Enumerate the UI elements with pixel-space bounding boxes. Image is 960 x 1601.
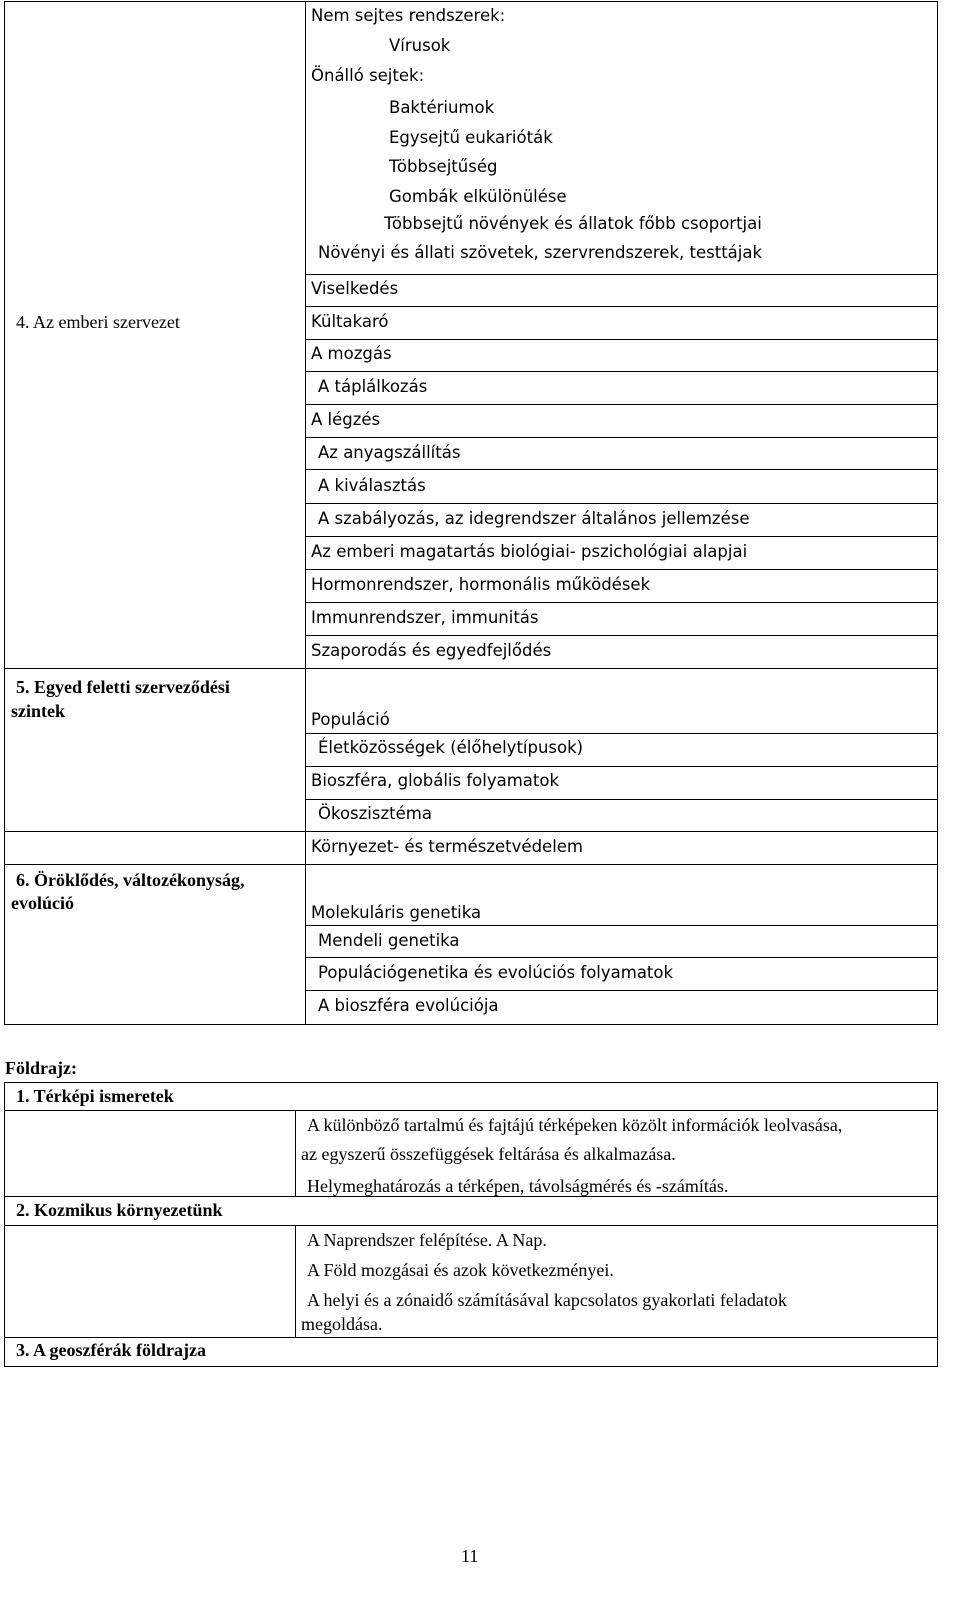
row-divider [305, 469, 938, 470]
topic-item: Az emberi magatartás biológiai- pszichológiai alapjai [311, 542, 748, 561]
row-divider [305, 766, 938, 767]
section-divider [4, 831, 938, 832]
topic-item: A Föld mozgásai és azok következményei. [307, 1260, 614, 1280]
table-column-divider [295, 1225, 296, 1337]
row-divider [305, 503, 938, 504]
row-divider [305, 990, 938, 991]
table-border-bottom [4, 1024, 938, 1025]
topic-item: A mozgás [311, 344, 392, 363]
row-divider [305, 799, 938, 800]
row-divider [305, 635, 938, 636]
table-column-divider [305, 1, 306, 1025]
topic-item: Molekuláris genetika [311, 903, 482, 922]
section-title: 1. Térképi ismeretek [16, 1086, 174, 1106]
topic-item: Populáció [311, 710, 390, 729]
row-divider [305, 957, 938, 958]
section-title: 5. Egyed feletti szerveződési [16, 677, 230, 697]
topic-item: Többsejtű növények és állatok főbb csoportjai [384, 214, 762, 233]
row-divider [305, 437, 938, 438]
section-divider [4, 864, 938, 865]
table-column-divider [295, 1110, 296, 1196]
topic-item: Kültakaró [311, 312, 389, 331]
topic-item: Bioszféra, globális folyamatok [311, 771, 560, 790]
topic-item: Vírusok [389, 36, 451, 55]
section-title: 2. Kozmikus környezetünk [16, 1200, 223, 1220]
section-title-continued: evolúció [11, 893, 74, 913]
geography-heading: Földrajz: [5, 1058, 77, 1078]
topic-item: Immunrendszer, immunitás [311, 608, 539, 627]
table-border-left [4, 1, 5, 1025]
section-divider [4, 668, 938, 669]
page-number: 11 [461, 1546, 479, 1566]
section-title: 4. Az emberi szervezet [16, 312, 180, 332]
topic-item: Mendeli genetika [318, 931, 460, 950]
row-divider [4, 1225, 938, 1226]
topic-item: Többsejtűség [389, 157, 498, 176]
row-divider [305, 274, 938, 275]
topic-item: Ökoszisztéma [318, 804, 432, 823]
row-divider [305, 569, 938, 570]
section-title: 6. Öröklődés, változékonyság, [16, 870, 245, 890]
topic-item: Az anyagszállítás [318, 443, 461, 462]
topic-item: Gombák elkülönülése [389, 187, 567, 206]
topic-item: Baktériumok [389, 98, 495, 117]
topic-item: Növényi és állati szövetek, szervrendszerek, testtájak [318, 243, 763, 262]
topic-item: Szaporodás és egyedfejlődés [311, 641, 552, 660]
topic-item: Helymeghatározás a térképen, távolságmérés és -számítás. [307, 1176, 729, 1196]
topic-item: Környezet- és természetvédelem [311, 837, 584, 856]
topic-item: Nem sejtes rendszerek: [311, 6, 506, 25]
row-divider [305, 536, 938, 537]
topic-item: Viselkedés [311, 279, 399, 298]
topic-item: A különböző tartalmú és fajtájú térképeken közölt információk leolvasása, [307, 1115, 843, 1135]
table-border-top [4, 1082, 938, 1083]
row-divider [305, 404, 938, 405]
topic-item: A légzés [311, 410, 381, 429]
row-divider [305, 925, 938, 926]
topic-item: Életközösségek (élőhelytípusok) [318, 738, 584, 757]
topic-item: megoldása. [301, 1314, 383, 1334]
row-divider [305, 306, 938, 307]
row-divider [305, 371, 938, 372]
row-divider [4, 1110, 938, 1111]
row-divider [305, 733, 938, 734]
row-divider [4, 1337, 938, 1338]
topic-item: Egysejtű eukarióták [389, 128, 553, 147]
section-title: 3. A geoszférák földrajza [16, 1340, 206, 1360]
topic-item: A helyi és a zónaidő számításával kapcsolatos gyakorlati feladatok [307, 1290, 787, 1310]
topic-item: Önálló sejtek: [311, 66, 425, 85]
topic-item: Hormonrendszer, hormonális működések [311, 575, 651, 594]
table-border-right [937, 1, 938, 1025]
topic-item: A szabályozás, az idegrendszer általános jellemzése [318, 509, 750, 528]
topic-item: A Naprendszer felépítése. A Nap. [307, 1230, 547, 1250]
table-border-top [4, 1, 938, 2]
topic-item: A bioszféra evolúciója [318, 996, 499, 1015]
topic-item: A kiválasztás [318, 476, 426, 495]
row-divider [305, 602, 938, 603]
topic-item: az egyszerű összefüggések feltárása és alkalmazása. [301, 1144, 676, 1164]
topic-item: Populációgenetika és evolúciós folyamatok [318, 963, 674, 982]
section-title-continued: szintek [11, 701, 65, 721]
table-border-bottom [4, 1366, 938, 1367]
topic-item: A táplálkozás [318, 377, 428, 396]
row-divider [305, 339, 938, 340]
